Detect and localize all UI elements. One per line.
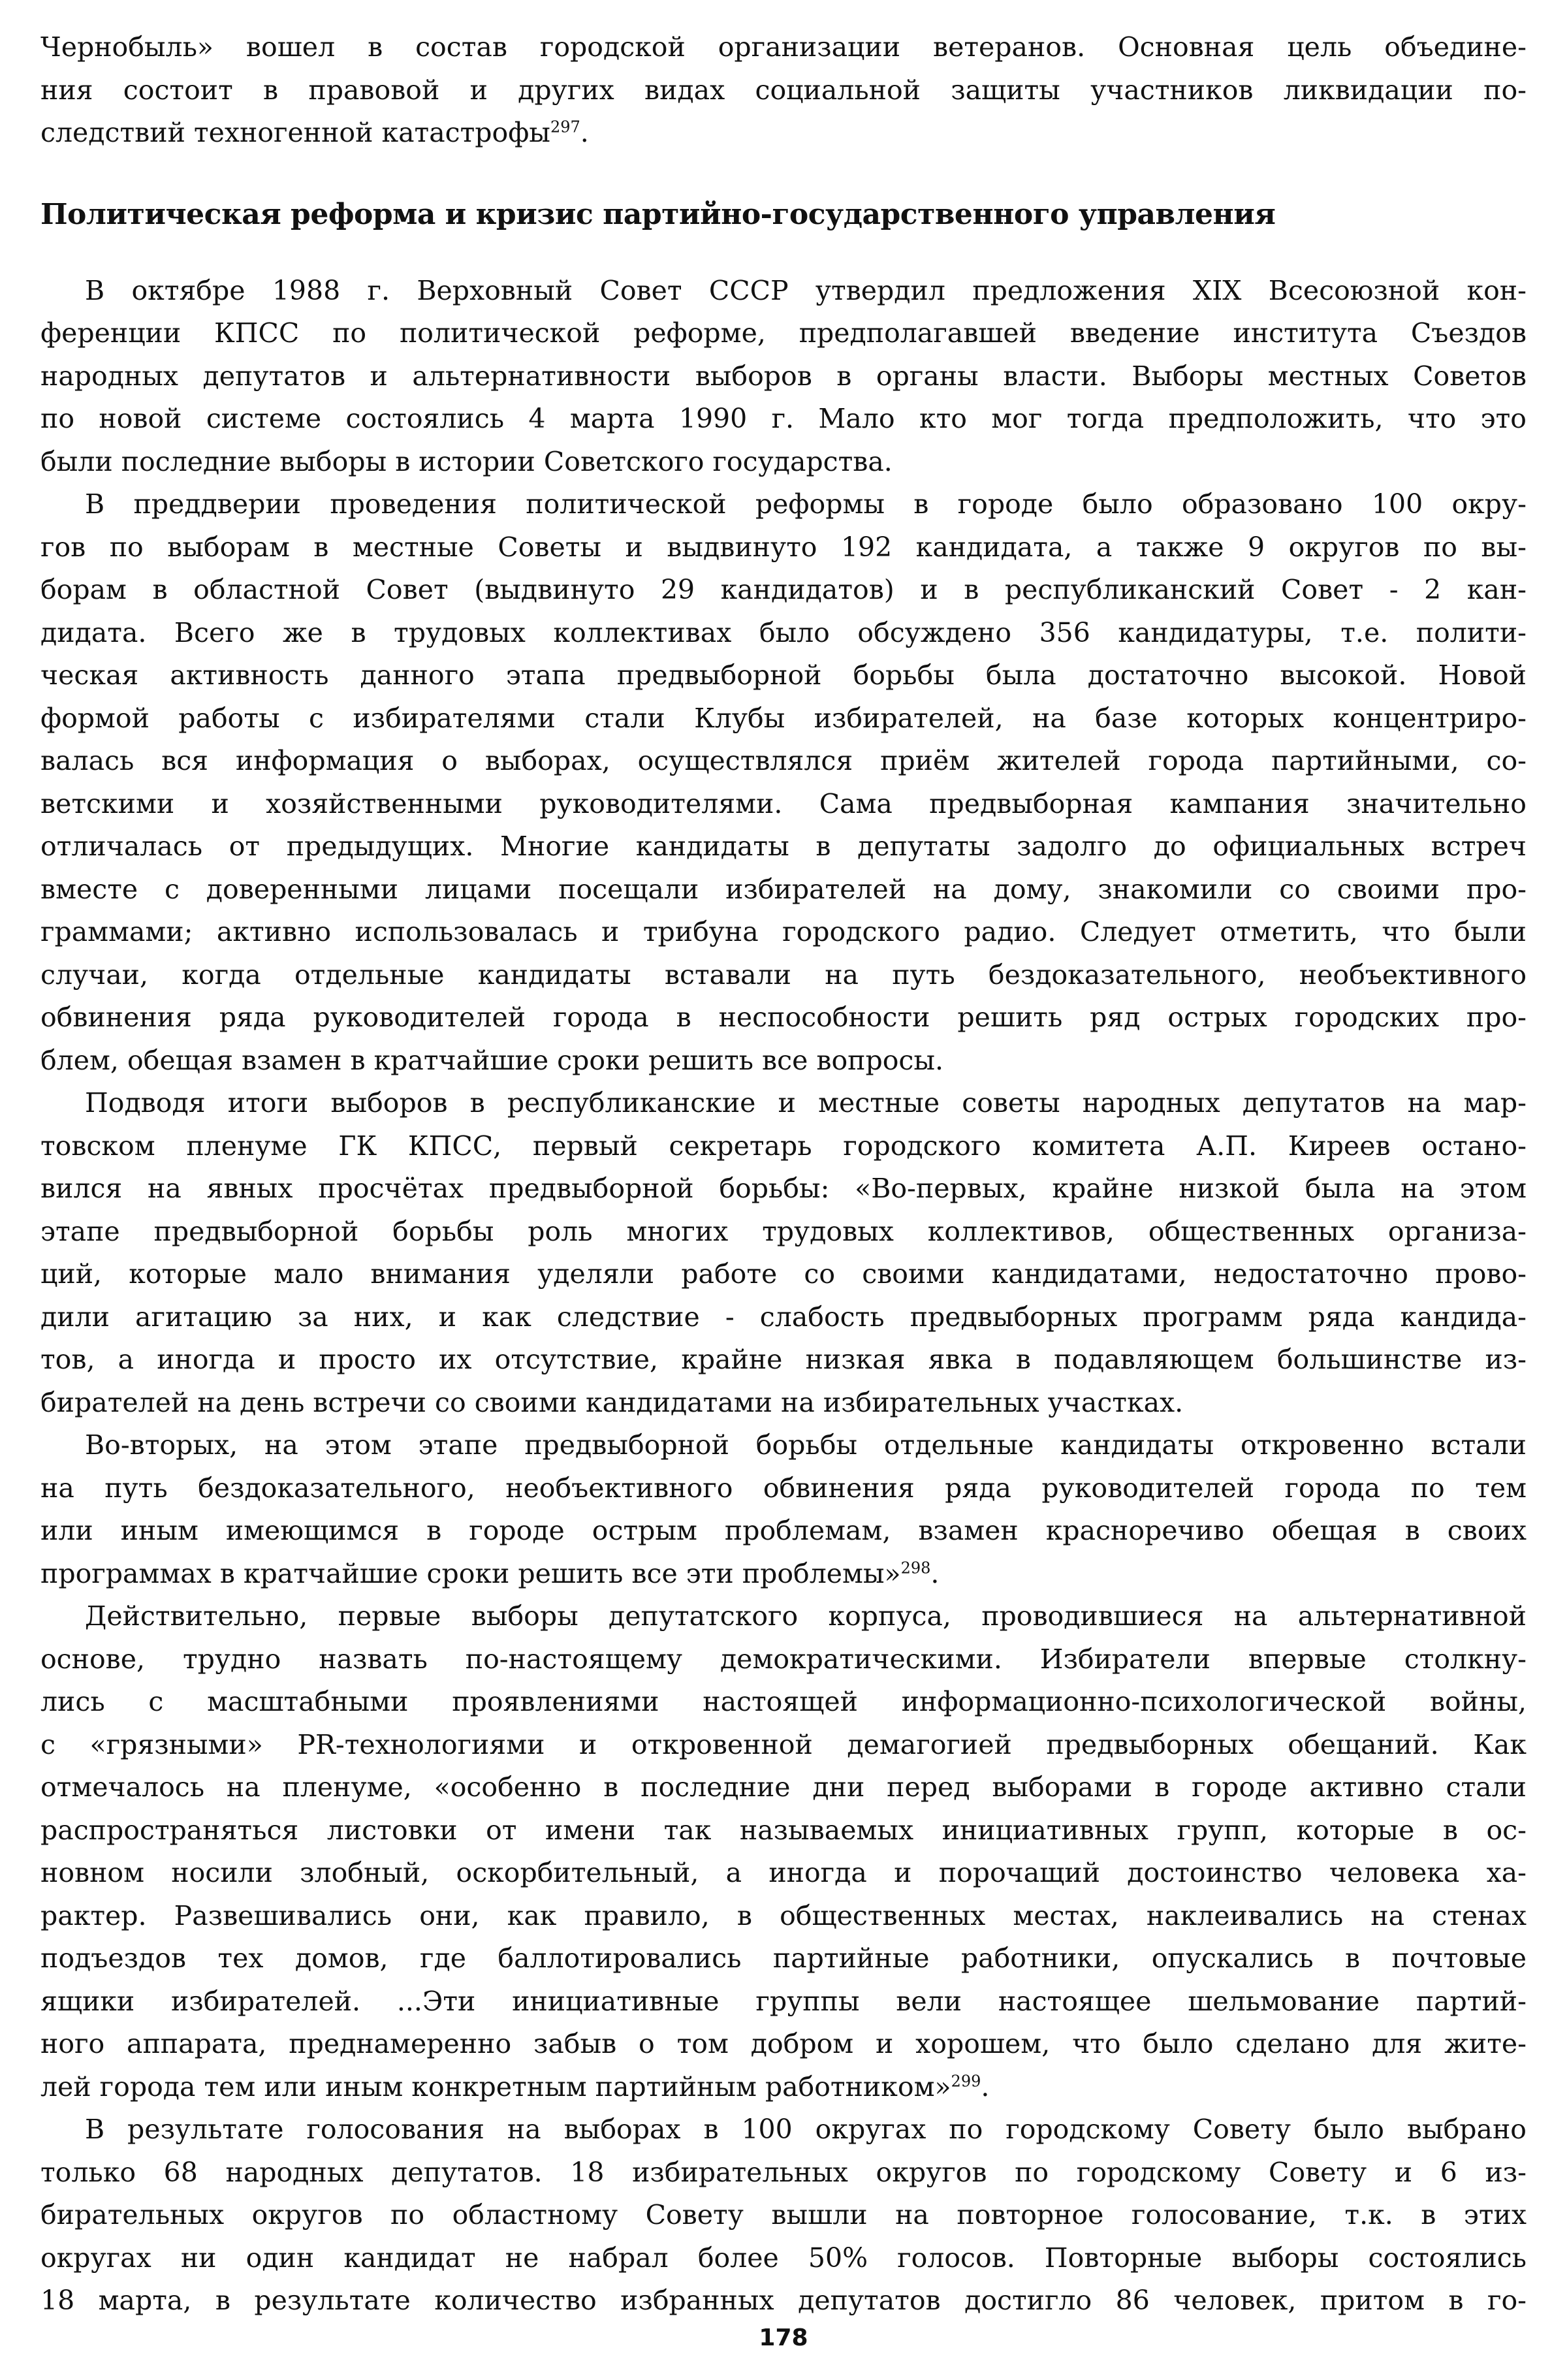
text-line: рактер. Развешивались они, как правило, в общественных местах, наклеивались на стенах	[40, 1899, 1527, 1931]
text-line: лей города тем или иным конкретным партийным работником»$^{299}$.	[40, 2071, 990, 2102]
text-line: следствий техногенной катастрофы$^{297}$.	[40, 117, 589, 148]
text-line: товском пленуме ГК КПСС, первый секретарь городского комитета А.П. Киреев остано-	[40, 1130, 1527, 1162]
paragraph-3	[40, 1082, 1527, 1424]
text-line: распространяться листовки от имени так называемых инициативных групп, которые в ос-	[40, 1814, 1527, 1846]
text-line: случаи, когда отдельные кандидаты вставали на путь бездоказательного, необъективного	[40, 959, 1527, 991]
footnote-ref[interactable]: 297	[550, 118, 580, 136]
text-line: Во-вторых, на этом этапе предвыборной борьбы отдельные кандидаты откровенно встали	[85, 1429, 1527, 1461]
text-line: ференции КПСС по политической реформе, предполагавшей введение института Съездов	[40, 317, 1527, 349]
text-line: вместе с доверенными лицами посещали избирателей на дому, знакомили со своими про-	[40, 873, 1527, 905]
paragraph-1	[40, 270, 1527, 484]
paragraph-4	[40, 1424, 1527, 1595]
footnote-ref[interactable]: 298	[900, 1558, 931, 1577]
text-line: на путь бездоказательного, необъективного обвинения ряда руководителей города по тем	[40, 1472, 1527, 1504]
text-line: этапе предвыборной борьбы роль многих трудовых коллективов, общественных организа-	[40, 1215, 1527, 1247]
text-line: основе, трудно назвать по-настоящему демократическими. Избиратели впервые столкну-	[40, 1643, 1527, 1675]
text-line: гов по выборам в местные Советы и выдвинуто 192 кандидата, а также 9 округов по вы-	[40, 531, 1527, 563]
text-line: бирательных округов по областному Совету вышли на повторное голосование, т.к. в этих	[40, 2199, 1527, 2230]
text-line: В октябре 1988 г. Верховный Совет СССР утвердил предложения XIX Всесоюзной кон-	[85, 274, 1527, 306]
text-line: формой работы с избирателями стали Клубы избирателей, на базе которых концентриро-	[40, 702, 1527, 734]
text-line: народных депутатов и альтернативности выборов в органы власти. Выборы местных Советов	[40, 360, 1527, 392]
text-line: или иным имеющимся в городе острым проблемам, взамен красноречиво обещая в своих	[40, 1515, 1527, 1546]
paragraph-2	[40, 483, 1527, 1082]
text-line: новном носили злобный, оскорбительный, а иногда и порочащий достоинство человека ха-	[40, 1857, 1527, 1888]
text-line: ций, которые мало внимания уделяли работе со своими кандидатами, недостаточно прово-	[40, 1258, 1527, 1290]
page-body	[40, 26, 1527, 2323]
text-line: лись с масштабными проявлениями настоящей информационно-психологической войны,	[40, 1686, 1527, 1717]
text-line: В преддверии проведения политической реформы в городе было образовано 100 окру-	[85, 488, 1527, 520]
text-line: дидата. Всего же в трудовых коллективах было обсуждено 356 кандидатуры, т.е. полити-	[40, 616, 1527, 648]
text-line: подъездов тех домов, где баллотировались партийные работники, опускались в почтовые	[40, 1943, 1527, 1974]
text-line: ния состоит в правовой и других видах социальной защиты участников ликвидации по-	[40, 74, 1527, 106]
text-line: округах ни один кандидат не набрал более 50% голосов. Повторные выборы состоялись	[40, 2242, 1527, 2274]
text-line: с «грязными» PR-технологиями и откровенной демагогией предвыборных обещаний. Как	[40, 1728, 1527, 1760]
text-line: Подводя итоги выборов в республиканские и местные советы народных депутатов на мар-	[85, 1087, 1527, 1119]
text-line: ного аппарата, преднамеренно забыв о том добром и хорошем, что было сделано для жите-	[40, 2028, 1527, 2059]
text-line: Действительно, первые выборы депутатского корпуса, проводившиеся на альтернативной	[85, 1600, 1527, 1632]
text-line: бирателей на день встречи со своими кандидатами на избирательных участках.	[40, 1386, 1184, 1418]
text-line: по новой системе состоялись 4 марта 1990 г. Мало кто мог тогда предположить, что это	[40, 403, 1527, 434]
text-line: тов, а иногда и просто их отсутствие, крайне низкая явка в подавляющем большинстве из-	[40, 1344, 1527, 1375]
text-line: только 68 народных депутатов. 18 избирательных округов по городскому Совету и 6 из-	[40, 2156, 1527, 2188]
paragraph-5	[40, 1595, 1527, 2108]
paragraph-6	[40, 2108, 1527, 2323]
text-line: отмечалось на пленуме, «особенно в последние дни перед выборами в городе активно стали	[40, 1771, 1527, 1803]
text-line: В результате голосования на выборах в 100 округах по городскому Совету было выбрано	[85, 2114, 1527, 2145]
text-line: валась вся информация о выборах, осуществлялся приём жителей города партийными, со-	[40, 745, 1527, 776]
text-line: граммами; активно использовалась и трибуна городского радио. Следует отметить, что были	[40, 916, 1527, 947]
intro-paragraph	[40, 26, 1527, 155]
text-line: Чернобыль» вошел в состав городской организации ветеранов. Основная цель объедине-	[40, 31, 1527, 63]
text-line: отличалась от предыдущих. Многие кандидаты в депутаты задолго до официальных встреч	[40, 831, 1527, 862]
text-line: борам в областной Совет (выдвинуто 29 кандидатов) и в республиканский Совет - 2 кан-	[40, 574, 1527, 605]
text-line: были последние выборы в истории Советского государства.	[40, 445, 893, 477]
text-line: ящики избирателей. ...Эти инициативные группы вели настоящее шельмование партий-	[40, 1985, 1527, 2017]
text-line: блем, обещая взамен в кратчайшие сроки решить все вопросы.	[40, 1044, 944, 1076]
page-number: 178	[759, 2324, 808, 2351]
section-heading: Политическая реформа и кризис партийно-государственного управления	[40, 197, 1276, 231]
text-line: программах в кратчайшие сроки решить все эти проблемы»$^{298}$.	[40, 1557, 940, 1589]
text-line: 18 марта, в результате количество избранных депутатов достигло 86 человек, притом в го-	[40, 2285, 1527, 2316]
text-line: дили агитацию за них, и как следствие - слабость предвыборных программ ряда кандида-	[40, 1301, 1527, 1333]
text-line: обвинения ряда руководителей города в неспособности решить ряд острых городских про-	[40, 1002, 1527, 1033]
footnote-ref[interactable]: 299	[951, 2071, 981, 2090]
text-line: вился на явных просчётах предвыборной борьбы: «Во-первых, крайне низкой была на этом	[40, 1173, 1527, 1204]
text-line: ветскими и хозяйственными руководителями. Сама предвыборная кампания значительно	[40, 787, 1527, 819]
text-line: ческая активность данного этапа предвыборной борьбы была достаточно высокой. Новой	[40, 659, 1527, 691]
